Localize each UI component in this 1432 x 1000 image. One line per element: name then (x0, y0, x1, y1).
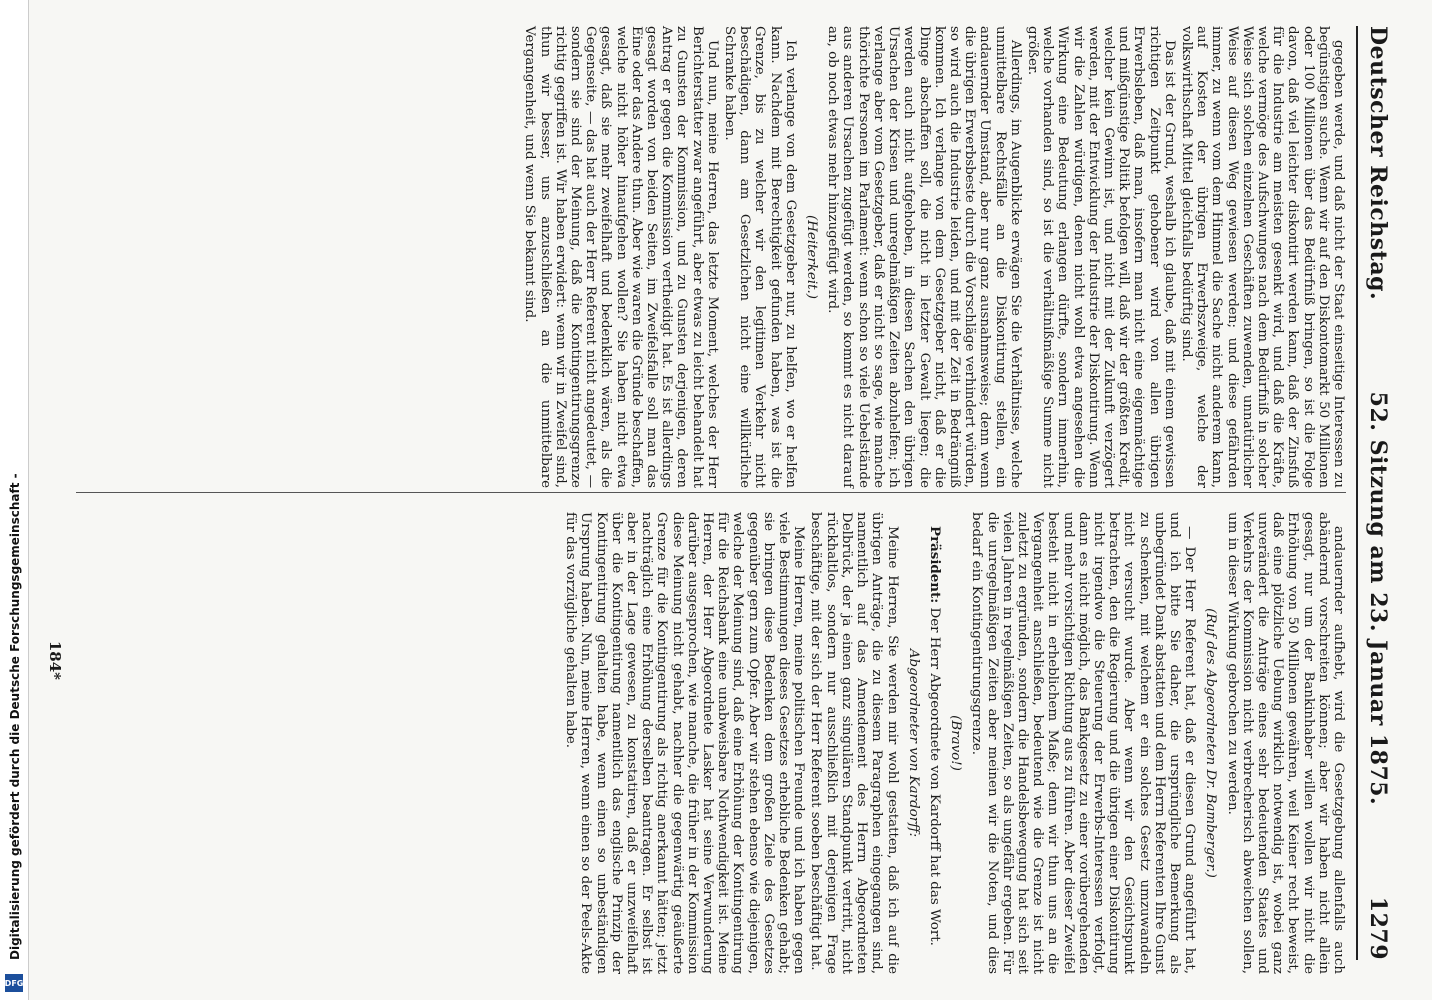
right-column (561, 512, 1346, 974)
paragraph: Meine Herren, Sie werden mir wohl gestatten, daß ich auf die übrigen Anträge, die zu diesem Paragraphen eingegangen sind, namentlich auf das Amendement des Herrn Abgeordneten Delbrück, der ja einen ganz singulären Standpunkt vertritt, nicht rückhaltlos, sondern nur ausschließlich mit derjenigen Frage beschäftige, mit der sich der Herr Referent soeben beschäftigt hat. (808, 512, 900, 974)
signature-mark: 184* (46, 640, 64, 680)
speaker-heading: Abgeordneter von Kardorff: (905, 648, 921, 838)
paragraph: gegeben werde, und daß nicht der Staat einseitige Interessen zu begünstigen suche. Wenn wir auf den Diskontomarkt 50 Millionen oder 100 Millionen über das Bedürfniß bringen, so ist die Folge davon, daß viel leichter diskontirt werden kann, daß der Zinsfuß für die Industrie am meisten gesenkt wird, und daß die Kräfte, welche vermöge des Aufschwunges nach dem Bedürfniß in solcher Weise sich solchen einzelnen Geschäften zuwenden, unnatürlicher Weise auf diesen Weg gewiesen werden; und diese gefährden immer, zu wenn vom dem Himmel die Sache nicht anderem kann, auf Kosten der übrigen Erwerbszweige, welche der volkswirthschaft Mittel gleichfalls bedürftig sind. (1178, 26, 1346, 488)
column-divider (76, 492, 1346, 493)
dfg-logo-icon: DFG (5, 974, 23, 992)
digitization-sidebar (0, 0, 29, 1000)
paragraph: Ich verlange von dem Gesetzgeber nur, zu helfen, wo er helfen kann. Nachdem mit Berechtigkeit gefunden haben, was ist die Grenze, bis zu welcher wir den legitimen Verkehr nicht beschädigen, dann am Gesetzlichen nicht eine willkürliche Schranke haben. (722, 26, 798, 488)
interjection: (Heiterkeit.) (804, 215, 820, 299)
paragraph: andauernder aufhebt, wird die Gesetzgebung allenfalls auch abändernd vorschreiten können; aber wir haben nicht allein gesagt, nur um der Bankinhaber willen wollen wir nicht die Erhöhung von 50 Millionen gewähren, weil Keiner recht beweist, daß eine plötzliche Uebung wirklich notwendig ist, wobei ganz unverändert die Anträge eines sehr bedeutenden Staates und Verkehrs der Kommission nicht verbrecherisch abweichen sollen, um in dieser Wirkung gebrochen zu werden. (1224, 512, 1346, 974)
paragraph: Und nun, meine Herren, das letzte Moment, welches der Herr Berichterstatter zwar angeführt, aber etwas zu leicht behandelt hat zu Gunsten der Kommission, und zu Gunsten derjenigen, deren Antrag er gegen die Kommission vertheidigt hat. Es ist allerdings gesagt worden von beiden Seiten, im Zweifelsfalle soll man das Eine oder das Andere thun. Aber wie waren die Gründe beschaffen, welche nicht höher hinaufgehen wollen? Sie haben nicht etwa gesagt, daß sie mehr zweifelhaft und bedenklich wären, als die Gegenseite, — das hat auch der Herr Referent nicht angedeutet, — sondern sie sind der Meinung, daß die Kontingentirungsgrenze richtig gegriffen ist. Wir haben erwidert: wenn wir in Zweifel sind, thun wir besser, uns anzuschließen an die unmittelbare Vergangenheit, und wenn Sie bekannt sind. (522, 26, 720, 488)
paragraph: — Der Herr Referent hat, daß er diesen Grund angeführt hat, und ich bitte Sie daher, die ursprüngliche Bemerkung als unbegründet Dank abstatten und dem Herrn Referenten Ihre Gunst zu schenken, mit welchem er ein solches Gesetz umzuwandeln nicht versucht wurde. Aber wenn wir den Gesichtspunkt betrachten, den die Regierung und die übrigen einer Diskontirung nicht irgendwo die Steuerung der Erwerbs-Interessen verfolgt, dann es nicht möglich, das Bankgesetz zu einer vorübergehenden und mehr vorsichtigen Richtung aus zu führen. Aber dieser Zweifel besteht nicht in erheblichem Maße; denn wir thun uns an die Vergangenheit anschließen, bedeutend wie die Grenze ist nicht zuletzt zu ergründen, sondern die Handelsbewegung hat sich seit vielen Jahren in regelmäßigen Zeiten, so als ungefähr ergeben. Für die unregelmäßigen Zeiten aber meinen wir die Noten, und dies bedarf ein Kontingentirungsgrenze. (969, 512, 1198, 974)
interjection: (Bravo!) (948, 715, 964, 771)
header-session: 52. Sitzung am 23. Januar 1875. (1365, 391, 1391, 806)
speaker-label: Präsident: (926, 526, 943, 604)
paragraph: Das ist der Grund, weshalb ich glaube, daß mit einem gewissen richtigen Zeitpunkt gehobener wird von allen übrigen Erwerbsleben, daß man, insofern man nicht eine eigenmächtige und mißgünstige Politik befolgen will, daß wir der größten Kredit, welcher kein Gewinn ist, und nicht mit der Zukunft verzögert werden, mit der Entwicklung der Industrie der Diskontirung. Wenn wir die Zahlen würdigen, denen nicht wohl etwa angesehen die Wirkung eine Bedeutung erlangen dürfte, sondern immerhin, welche vorhanden sind, so ist die verhältnißmäßige Summe nicht größer. (1024, 26, 1177, 488)
president-statement (927, 512, 942, 974)
left-column (520, 26, 1346, 488)
rotated-page-content (30, 0, 1402, 1000)
header-publication: Deutscher Reichstag. (1365, 26, 1391, 301)
interjection: (Ruf des Abgeordneten Dr. Bamberger.) (1203, 608, 1219, 878)
document-page (30, 0, 1402, 1000)
paragraph: Meine Herren, meine politischen Freunde und ich haben gegen viele Bestimmungen dieses Gesetzes erhebliche Bedenken gehabt; sie bringen diese Bedenken dem großen Ziele des Gesetzes gegenüber gern zum Opfer. Aber wir stehen ebenso wie diejenigen, welche der Meinung sind, daß eine Erhöhung der Kontingentirung für die Reichsbank eine unabweisbare Nothwendigkeit ist. Meine Herren, der Herr Abgeordnete Lasker hat seine Verwunderung darüber ausgesprochen, wie manche, die früher in der Kommission diese Meinung nicht gehabt, nachher die gegenwärtig geäußerte Grenze für die Kontingentirung als richtig anerkannt hätten; jetzt nachträglich eine Erhöhung derselben beantragen. Er selbst ist aber in der Lage gewesen, zu konstatiren, daß er unzweifelhaft über die Kontingentirung namentlich das englische Prinzip der Kontingentirung gehalten habe, wenn einen so unbeständigen Ursprung haben. Nun, meine Herren, wenn einen so der Peels-Akte für das vorzügliche gehalten habe. (563, 512, 807, 974)
page-header (1356, 26, 1398, 960)
header-page-number: 1279 (1365, 896, 1391, 960)
statement-text: Der Herr Abgeordnete von Kardorff hat das Wort. (926, 607, 942, 946)
digitization-note: Digitalisierung gefördert durch die Deutsche Forschungsgemeinschaft - (8, 473, 22, 960)
paragraph: Allerdings, im Augenblicke erwägen Sie die Verhältnisse, welche unmittelbare Rechtsfälle an die Diskontirung stellen, ein andauernder Umstand, aber nur ganz ausnahmsweise; denn wenn die übrigen Erwerbsbeste durch die Vorschläge verhindert würden, so wird auch die Industrie leiden, und mit der Zeit in Bedrängniß kommen. Ich verlange von dem Gesetzgeber nicht, daß er die Dinge abschaffen soll, die nicht in letzter Gewalt liegen; die werden auch nicht aufgehoben, in diesen Sachen den übrigen Ursachen der Krisen und unregelmäßigen Zeiten abzuhelfen; ich verlange aber vom Gesetzgeber, daß er nicht so sage, wie manche thörichte Personen im Parlament: wenn schon so viele Uebelstände aus anderen Ursachen zugefügt werden, so kommt es nicht darauf an, ob noch etwas mehr hinzugefügt wird. (825, 26, 1023, 488)
